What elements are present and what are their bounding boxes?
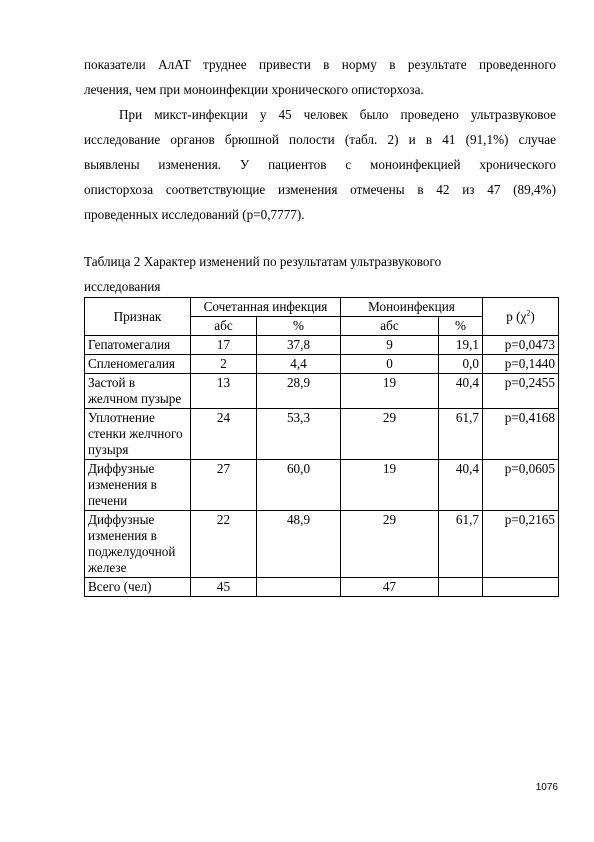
cell-sign: Всего (чел) [85,578,191,597]
cell-abs1: 22 [191,511,257,578]
cell-pct1: 28,9 [257,374,341,409]
header-pct-combined: % [257,317,341,336]
cell-sign: Гепатомегалия [85,336,191,355]
cell-abs2: 19 [341,460,439,511]
cell-abs1: 13 [191,374,257,409]
cell-pct1: 53,3 [257,409,341,460]
cell-pct2: 61,7 [439,511,483,578]
cell-sign: Уплотнение стенки желчного пузыря [85,409,191,460]
cell-p: р=0,4168 [483,409,559,460]
table-row [85,374,559,409]
cell-p: р=0,2165 [483,511,559,578]
cell-pct2: 0,0 [439,355,483,374]
caption-line: исследования [84,279,161,294]
table-caption [84,249,556,299]
paragraph-1 [84,52,556,102]
text-line: показатели АлАТ труднее привести в норму в результате проведенного [84,57,556,72]
header-abs-mono: абс [341,317,439,336]
cell-sign: Диффузные изменения в поджелудочной железе [85,511,191,578]
cell-abs2: 29 [341,511,439,578]
text-line: описторхоза соответствующие изменения отмечены в 42 из 47 (89,4%) [84,182,556,197]
text-line: лечения, чем при моноинфекции хронического описторхоза. [84,82,424,97]
table-row [85,511,559,578]
cell-abs2: 0 [341,355,439,374]
cell-pct1: 48,9 [257,511,341,578]
cell-p: р=0,0605 [483,460,559,511]
table-row [85,578,559,597]
cell-pct1 [257,578,341,597]
cell-p: р=0,0473 [483,336,559,355]
cell-pct2: 19,1 [439,336,483,355]
header-sign: Признак [85,298,191,336]
cell-abs1: 24 [191,409,257,460]
cell-pct1: 4,4 [257,355,341,374]
header-combined-infection: Сочетанная инфекция [191,298,341,317]
cell-abs1: 27 [191,460,257,511]
cell-pct1: 37,8 [257,336,341,355]
table-row [85,336,559,355]
cell-pct2: 40,4 [439,460,483,511]
table-row [85,409,559,460]
cell-p: р=0,2455 [483,374,559,409]
table-header-row [85,298,559,317]
cell-pct2: 40,4 [439,374,483,409]
cell-p [483,578,559,597]
header-abs-combined: абс [191,317,257,336]
cell-abs1: 17 [191,336,257,355]
text-line: исследование органов брюшной полости (табл. 2) и в 41 (91,1%) случае [84,132,556,147]
cell-pct1: 60,0 [257,460,341,511]
cell-abs1: 45 [191,578,257,597]
text-line: проведенных исследований (р=0,7777). [84,207,305,222]
cell-p: р=0,1440 [483,355,559,374]
ultrasound-results-table [84,297,559,597]
cell-abs2: 47 [341,578,439,597]
text-line: При микст-инфекции у 45 человек было проведено ультразвуковое [119,107,556,122]
cell-sign: Спленомегалия [85,355,191,374]
table-row [85,355,559,374]
cell-abs2: 29 [341,409,439,460]
header-monoinfection: Моноинфекция [341,298,483,317]
paragraph-2 [84,102,556,227]
header-pct-mono: % [439,317,483,336]
cell-abs2: 9 [341,336,439,355]
cell-abs1: 2 [191,355,257,374]
table-row [85,460,559,511]
cell-abs2: 19 [341,374,439,409]
cell-sign: Застой в желчном пузыре [85,374,191,409]
caption-line: Таблица 2 Характер изменений по результатам ультразвукового [84,254,442,269]
cell-pct2 [439,578,483,597]
header-p-value: р $(\chi^2)$ [483,298,559,336]
page-number: 1076 [535,782,558,793]
cell-sign: Диффузные изменения в печени [85,460,191,511]
text-line: выявлены изменения. У пациентов с моноинфекцией хронического [84,157,556,172]
cell-pct2: 61,7 [439,409,483,460]
